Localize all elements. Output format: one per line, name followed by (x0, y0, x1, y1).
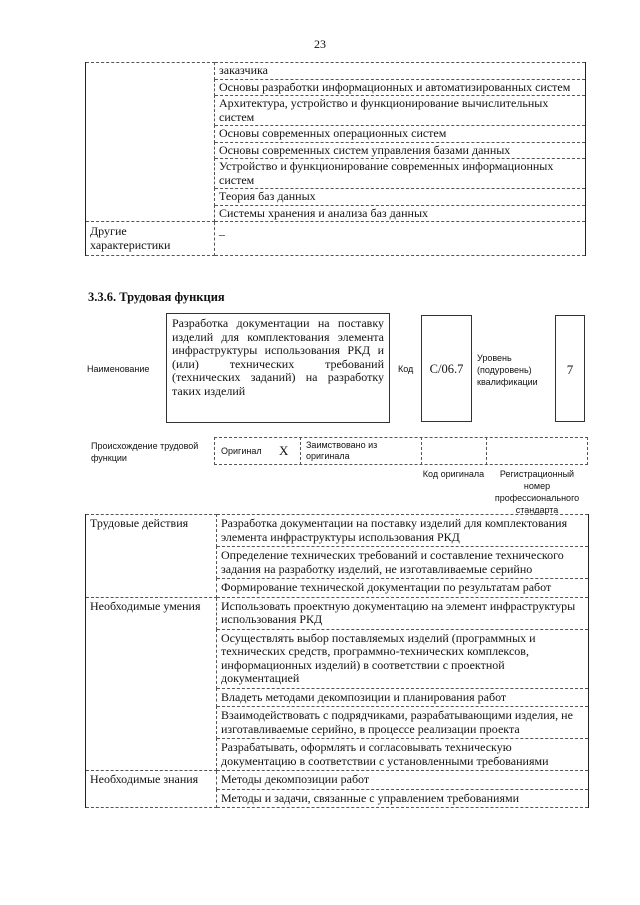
empty-label-cell (86, 63, 215, 222)
name-label: Наименование (87, 364, 150, 374)
borrowed-label: Заимствовано из оригинала (306, 440, 378, 461)
details-item: Методы декомпозиции работ (217, 771, 589, 790)
details-item: Использовать проектную документацию на элемент инфраструктуры использования РКД (217, 597, 589, 629)
table-row (86, 515, 589, 547)
table-row (86, 597, 589, 629)
other-characteristics-label: Другие характеристики (86, 222, 215, 256)
labor-function-details-table (85, 514, 589, 808)
details-group-label: Необходимые умения (86, 597, 217, 771)
details-item: Взаимодействовать с подрядчиками, разрабатывающими изделия, не изготавливаемые серийно, в процессе реализации проекта (217, 707, 589, 739)
code-label: Код (398, 364, 414, 374)
origin-label: Происхождение трудовой функции (91, 441, 199, 463)
original-label: Оригинал (221, 446, 262, 456)
details-item: Осуществлять выбор поставляемых изделий (программных и технических средств, программно-технических комплексов, информационных изделий) в соответствии с проектной документацией (217, 629, 589, 688)
knowledge-table-continued (85, 62, 586, 256)
function-name-box (166, 313, 390, 423)
table-row (86, 63, 586, 80)
details-item: Методы и задачи, связанные с управлением требованиями (217, 789, 589, 808)
list-item: Основы современных систем управления базами данных (215, 142, 586, 159)
level-value: 7 (566, 362, 574, 377)
details-item: Формирование технической документации по результатам работ (217, 579, 589, 598)
origin-divider-1 (300, 437, 301, 465)
section-title: 3.3.6. Трудовая функция (88, 290, 225, 304)
list-item: Системы хранения и анализа баз данных (215, 205, 586, 222)
details-item: Владеть методами декомпозиции и планирования работ (217, 688, 589, 707)
original-mark: X (279, 443, 289, 458)
details-item: Разрабатывать, оформлять и согласовывать техническую документацию в соответствии с установленными требованиями (217, 739, 589, 771)
registration-number-caption: Регистрационный номер профессионального стандарта (494, 469, 580, 515)
page-number: 23 (314, 37, 326, 51)
origin-divider-3 (486, 437, 487, 465)
table-row (86, 222, 586, 256)
details-item: Определение технических требований и составление технического задания на разработку изделий, не изготавливаемые серийно (217, 547, 589, 579)
details-item: Разработка документации на поставку изделий для комплектования элемента инфраструктуры использования РКД (217, 515, 589, 547)
code-value: C/06.7 (429, 362, 464, 376)
original-code-caption: Код оригинала (422, 469, 485, 479)
qualification-level-label: Уровень (подуровень) квалификации (477, 353, 538, 387)
list-item: Устройство и функционирование современных информационных систем (215, 159, 586, 189)
code-box (421, 315, 472, 422)
details-group-label: Необходимые знания (86, 771, 217, 808)
table-row (86, 771, 589, 790)
list-item: заказчика (215, 63, 586, 80)
other-characteristics-value: – (215, 222, 586, 256)
list-item: Основы современных операционных систем (215, 126, 586, 143)
origin-divider-2 (421, 437, 422, 465)
list-item: Теория баз данных (215, 189, 586, 206)
list-item: Архитектура, устройство и функционирование вычислительных систем (215, 96, 586, 126)
function-name-text: Разработка документации на поставку изделий для комплектования элемента инфраструктуры использования РКД и (или) технических требований (технических заданий) на разработку таких изделий (172, 316, 384, 398)
details-group-label: Трудовые действия (86, 515, 217, 598)
list-item: Основы разработки информационных и автоматизированных систем (215, 79, 586, 96)
level-box (555, 315, 585, 422)
